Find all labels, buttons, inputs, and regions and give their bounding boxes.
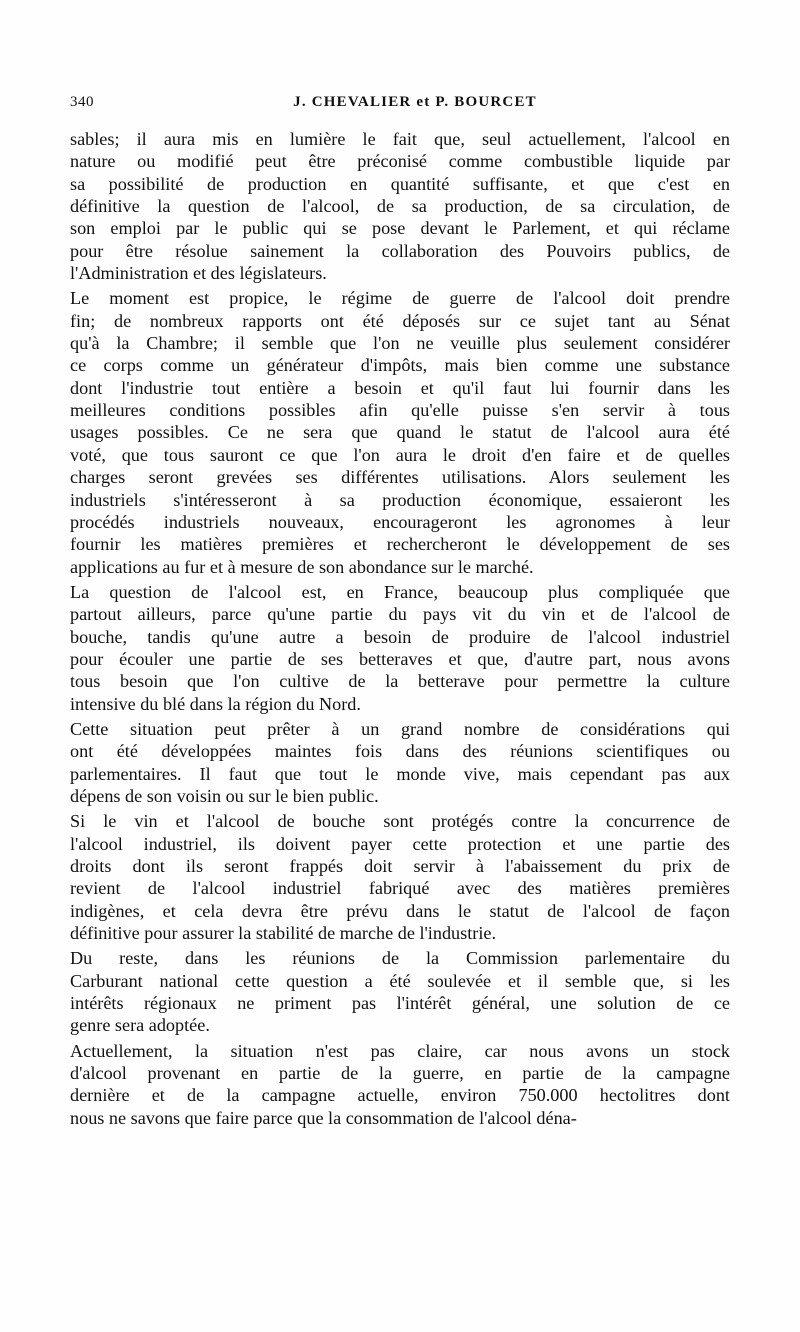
text-line: revient de l'alcool industriel fabriqué avec des matières premières: [70, 878, 730, 899]
paragraph: [70, 947, 730, 1036]
body-text: [70, 128, 730, 1132]
text-line: pour écouler une partie de ses betteraves et que, d'autre part, nous avons: [70, 648, 730, 669]
text-line: intérêts régionaux ne priment pas l'intérêt général, une solution de ce: [70, 993, 730, 1014]
text-line: partout ailleurs, parce qu'une partie du pays vit du vin et de l'alcool de: [70, 604, 730, 625]
text-line: dernière et de la campagne actuelle, environ 750.000 hectolitres dont: [70, 1085, 730, 1106]
text-line: industriels s'intéresseront à sa production économique, essaieront les: [70, 489, 730, 510]
text-line: Du reste, dans les réunions de la Commission parlementaire du: [70, 948, 730, 969]
text-line: intensive du blé dans la région du Nord.: [70, 693, 361, 714]
text-line: droits dont ils seront frappés doit servir à l'abaissement du prix de: [70, 856, 730, 876]
text-line: Le moment est propice, le régime de guerre de l'alcool doit prendre: [70, 288, 730, 309]
text-line: fournir les matières premières et rechercheront le développement de ses: [70, 534, 730, 555]
paragraph: [70, 718, 730, 807]
text-line: définitive la question de l'alcool, de sa production, de sa circulation, de: [70, 196, 730, 217]
text-line: sables; il aura mis en lumière le fait que, seul actuellement, l'alcool en: [70, 129, 730, 149]
text-line: dépens de son voisin ou sur le bien public.: [70, 785, 379, 806]
text-line: pour être résolue sainement la collaboration des Pouvoirs publics, de: [70, 240, 730, 261]
text-line: d'alcool provenant en partie de la guerre, en partie de la campagne: [70, 1063, 730, 1084]
text-line: Cette situation peut prêter à un grand nombre de considérations qui: [70, 718, 730, 739]
text-line: usages possibles. Ce ne sera que quand le statut de l'alcool aura été: [70, 422, 730, 443]
text-line: bouche, tandis qu'une autre a besoin de produire de l'alcool industriel: [70, 626, 730, 647]
text-line: l'Administration et des législateurs.: [70, 263, 327, 284]
text-line: Actuellement, la situation n'est pas claire, car nous avons un stock: [70, 1040, 730, 1061]
text-line: l'alcool industriel, ils doivent payer cette protection et une partie des: [70, 833, 730, 854]
text-line: tous besoin que l'on cultive de la betterave pour permettre la culture: [70, 671, 730, 692]
paragraph: [70, 287, 730, 577]
text-line: fin; de nombreux rapports ont été déposés sur ce sujet tant au Sénat: [70, 310, 730, 331]
text-line: voté, que tous sauront ce que l'on aura le droit d'en faire et de quelles: [70, 444, 730, 465]
text-line: qu'à la Chambre; il semble que l'on ne veuille plus seulement considérer: [70, 333, 730, 354]
text-line: sa possibilité de production en quantité suffisante, et que c'est en: [70, 173, 730, 194]
text-line: indigènes, et cela devra être prévu dans le statut de l'alcool de façon: [70, 900, 730, 921]
page-header: [70, 94, 730, 118]
text-line: Si le vin et l'alcool de bouche sont protégés contre la concurrence de: [70, 811, 730, 832]
text-line: ont été développées maintes fois dans des réunions scientifiques ou: [70, 741, 730, 762]
text-line: procédés industriels nouveaux, encourageront les agronomes à leur: [70, 511, 730, 532]
text-line: nous ne savons que faire parce que la consommation de l'alcool déna-: [70, 1107, 577, 1128]
text-line: ce corps comme un générateur d'impôts, mais bien comme une substance: [70, 355, 730, 376]
text-line: parlementaires. Il faut que tout le monde vive, mais cependant pas aux: [70, 763, 730, 784]
text-line: genre sera adoptée.: [70, 1015, 210, 1036]
paragraph: [70, 1040, 730, 1129]
running-head: J. CHEVALIER et P. BOURCET: [293, 94, 537, 110]
text-line: charges seront grevées ses différentes utilisations. Alors seulement les: [70, 467, 730, 488]
text-line: applications au fur et à mesure de son abondance sur le marché.: [70, 556, 534, 577]
text-line: nature ou modifié peut être préconisé comme combustible liquide par: [70, 151, 730, 172]
text-line: dont l'industrie tout entière a besoin et qu'il faut lui fournir dans les: [70, 377, 730, 398]
page-number: 340: [70, 94, 94, 110]
paragraph: [70, 128, 730, 284]
text-line: La question de l'alcool est, en France, beaucoup plus compliquée que: [70, 581, 730, 602]
text-line: son emploi par le public qui se pose devant le Parlement, et qui réclame: [70, 218, 730, 239]
text-line: meilleures conditions possibles afin qu'elle puisse s'en servir à tous: [70, 400, 730, 421]
text-line: Carburant national cette question a été soulevée et il semble que, si les: [70, 970, 730, 991]
paragraph: [70, 810, 730, 944]
paragraph: [70, 581, 730, 715]
text-line: définitive pour assurer la stabilité de marche de l'industrie.: [70, 923, 496, 944]
